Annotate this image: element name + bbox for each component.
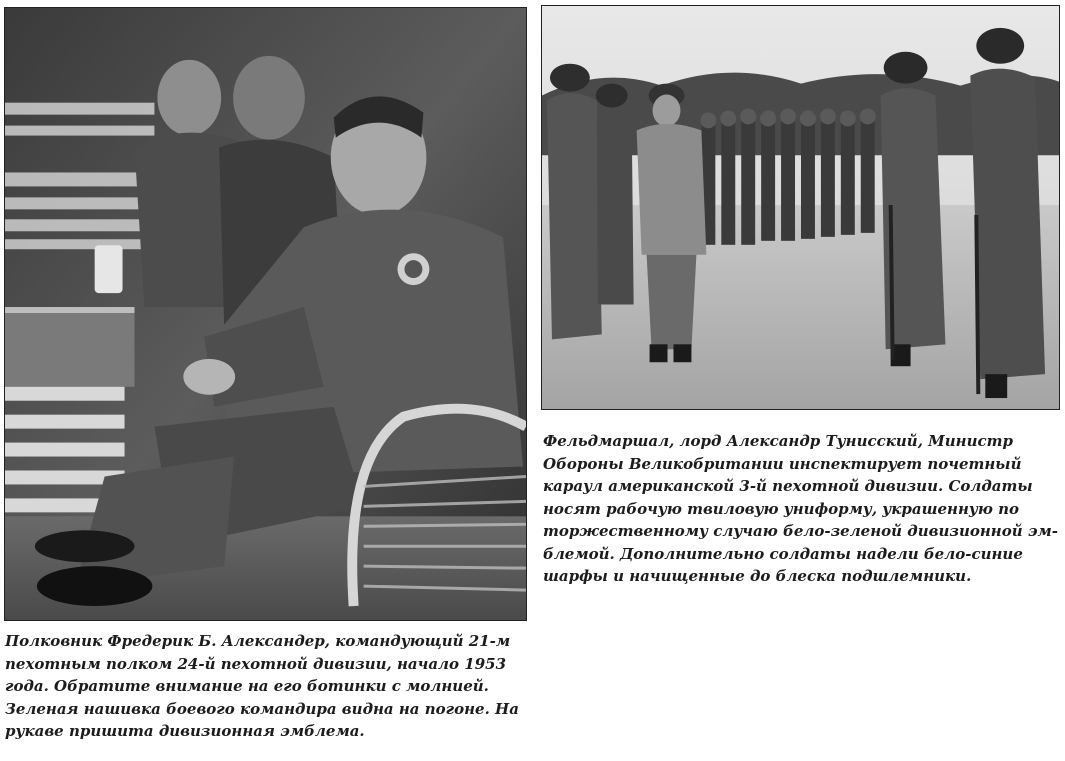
caption-line: Фельдмаршал, лорд Александр Туниcский, Министр <box>543 432 1013 450</box>
caption-line: блемой. Дополнительно солдаты надели бело-синие <box>543 544 1023 563</box>
caption-line: Полковник Фредерик Б. Александер, командующий 21-м <box>5 632 511 650</box>
colonel-photo <box>4 7 527 621</box>
caption-line: торжественному случаю бело-зеленой дивизионной эм- <box>543 522 1059 540</box>
inspection-photo <box>541 5 1060 410</box>
caption-line: Зеленая нашивка боевого командира видна на погоне. На <box>5 699 519 718</box>
caption-line: Обороны Великобритании инспектирует почетный <box>543 454 1022 473</box>
caption-line: пехотным полком 24-й пехотной дивизии, начало 1953 <box>5 654 507 673</box>
inspection-photo-image <box>542 6 1059 409</box>
caption-line: носят рабочую твиловую униформу, украшенную по <box>543 499 1020 518</box>
colonel-photo-image <box>5 8 526 620</box>
colonel-caption <box>5 630 529 743</box>
caption-line: шарфы и начищенные до блеска подшлемники. <box>543 567 972 585</box>
caption-line: караул американской 3-й пехотной дивизии. Солдаты <box>543 477 1033 495</box>
caption-line: рукаве пришита дивизионная эмблема. <box>5 722 365 740</box>
inspection-caption <box>543 430 1059 588</box>
caption-line: года. Обратите внимание на его ботинки с молнией. <box>5 677 489 695</box>
